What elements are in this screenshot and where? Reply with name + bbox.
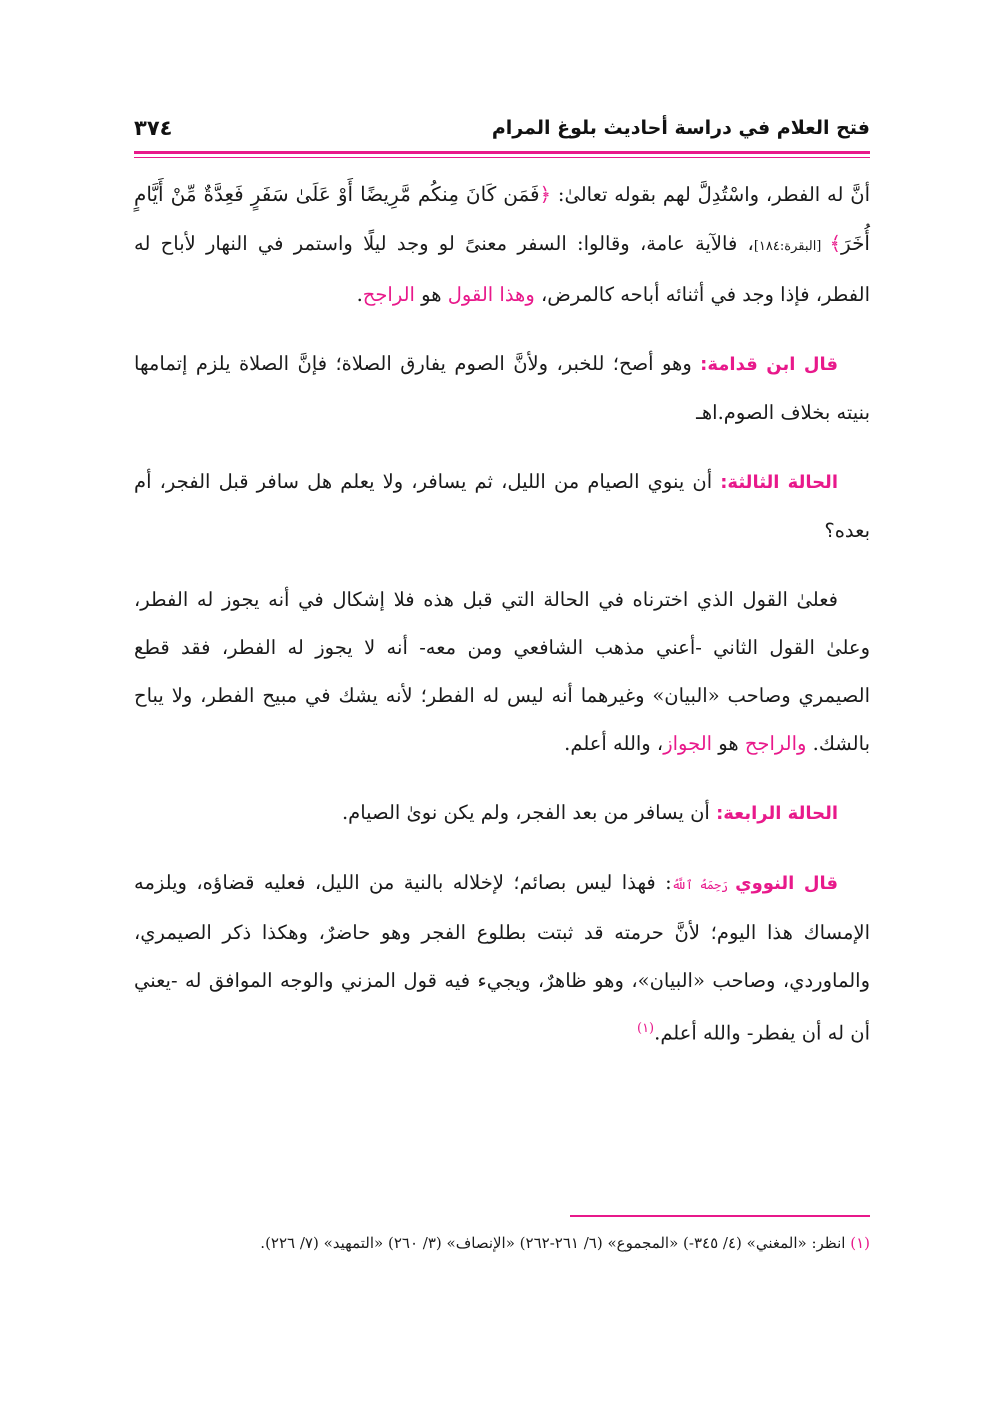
p1-text-a: أنَّ له الفطر، واسْتُدِلَّ لهم بقوله تعالىٰ: xyxy=(551,183,871,206)
label-ibn-qudama: قال ابن قدامة: xyxy=(700,354,839,375)
label-fourth-case: الحالة الرابعة: xyxy=(716,803,838,824)
p4-text-c: ، والله أعلم. xyxy=(564,732,664,755)
paragraph-1 xyxy=(134,170,870,319)
running-header xyxy=(134,108,870,148)
paragraph-2 xyxy=(134,340,870,437)
label-nawawi: قال النووي xyxy=(735,873,838,894)
honorific-glyph: رَحِمَهُ ٱللَّهُ xyxy=(671,878,736,892)
quran-verse: فَمَن كَانَ مِنكُم مَّرِيضًا أَوْ عَلَىٰ سَفَرٍ فَعِدَّةٌ مِّنْ أَيَّامٍ أُخَرَ xyxy=(134,182,870,255)
p2-text: وهو أصح؛ للخبر، ولأنَّ الصوم يفارق الصلاة؛ فإنَّ الصلاة يلزم إتمامها بنيته بخلاف الصوم.اهـ xyxy=(134,352,870,424)
header-rule-thin xyxy=(134,157,870,158)
footnote-rule xyxy=(570,1215,870,1217)
page-number: ٣٧٤ xyxy=(134,116,173,140)
footnote-number: (١) xyxy=(850,1234,870,1252)
highlight-permissibility: الجواز xyxy=(663,732,713,755)
p4-text-a: فعلىٰ القول الذي اخترناه في الحالة التي قبل هذه فلا إشكال في أنه يجوز له الفطر، وعلىٰ القول الثاني -أعني مذهب الشافعي ومن معه- أنه لا يجوز له الفطر، فقد قطع الصيمري وصاحب «البيان» وغيرهما أنه ليس له الفطر؛ لأنه يشك في مبيح الفطر، ولا يباح بالشك. xyxy=(134,588,870,755)
footnote-text: انظر: «المغني» (٤/ ٣٤٥-) «المجموع» (٦/ ٢٦١-٢٦٢) «الإنصاف» (٣/ ٢٦٠) «التمهيد» (٧/ ٢٢٦). xyxy=(260,1234,851,1252)
paragraph-6 xyxy=(134,859,870,1058)
p1-text-b: ، فالآية عامة، وقالوا: السفر معنىً لو وجد ليلًا واستمر في النهار لأباح له الفطر، فإذا وجد في أثنائه أباحه كالمرض، xyxy=(134,232,870,306)
p3-text: أن ينوي الصيام من الليل، ثم يسافر، ولا يعلم هل سافر قبل الفجر، أم بعده؟ xyxy=(134,470,870,542)
highlight-this-opinion: وهذا القول xyxy=(447,283,535,306)
footnote xyxy=(134,1228,870,1258)
quran-close-bracket: ﴾ xyxy=(829,232,842,255)
paragraph-4 xyxy=(134,576,870,768)
highlight-preferred-2: والراجح xyxy=(744,732,807,755)
p1-text-d: . xyxy=(356,283,363,306)
footnote-marker[interactable]: (١) xyxy=(636,1021,655,1036)
paragraph-5 xyxy=(134,789,870,838)
book-title: فتح العلام في دراسة أحاديث بلوغ المرام xyxy=(491,117,870,139)
paragraph-3 xyxy=(134,458,870,555)
p1-text-c: هو xyxy=(414,283,448,306)
p5-text: أن يسافر من بعد الفجر، ولم يكن نوىٰ الصيام. xyxy=(341,801,717,824)
p6-text: : فهذا ليس بصائم؛ لإخلاله بالنية من الليل، فعليه قضاؤه، ويلزمه الإمساك هذا اليوم؛ لأنَّ حرمته قد ثبتت بطلوع الفجر وهو حاضرٌ، وهكذا ذكر الصيمري، والماوردي، وصاحب «البيان»، وهو ظاهرٌ، ويجيء فيه قول المزني والوجه الموافق له -يعني أن له أن يفطر- والله أعلم. xyxy=(134,871,870,1045)
main-text xyxy=(134,170,870,1079)
highlight-preferred: الراجح xyxy=(362,283,415,306)
label-third-case: الحالة الثالثة: xyxy=(720,472,838,493)
quran-open-bracket: ﴿ xyxy=(539,183,552,206)
verse-reference: [البقرة:١٨٤] xyxy=(753,239,830,254)
p4-text-b: هو xyxy=(712,732,745,755)
header-rule-thick xyxy=(134,151,870,154)
